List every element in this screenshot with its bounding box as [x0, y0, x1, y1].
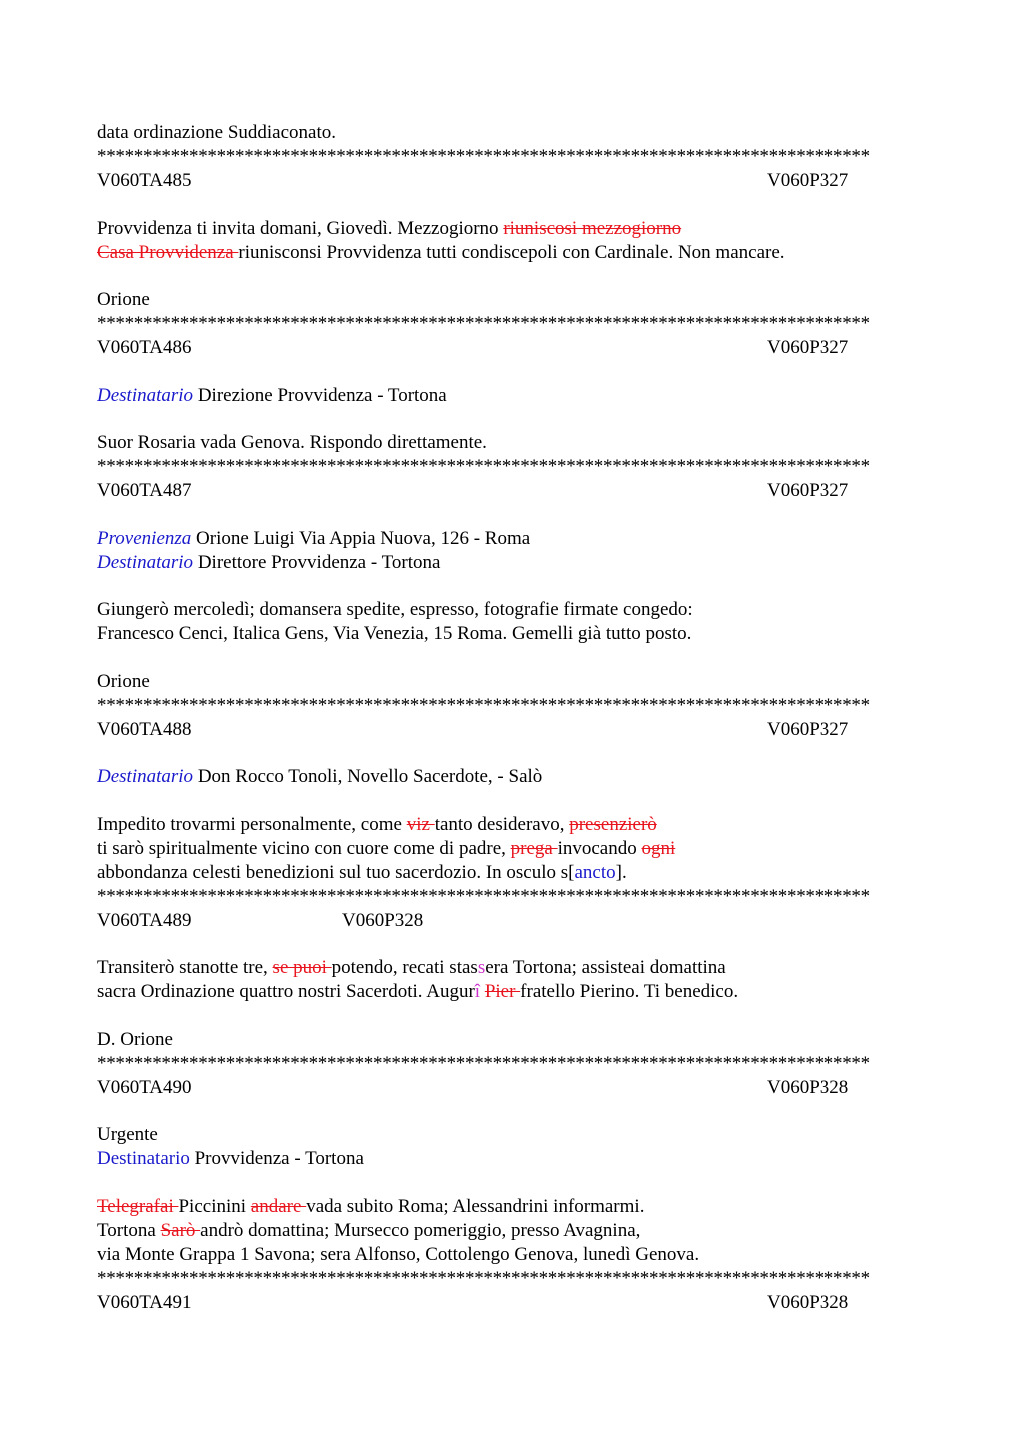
separator: ************************************************************************************	[97, 313, 870, 334]
sender-label: Provenienza	[97, 527, 192, 549]
deleted-text: se puoi	[272, 957, 332, 978]
signature: Orione	[97, 670, 150, 692]
recipient-label: Destinatario	[97, 384, 194, 406]
telegram-header-490	[97, 1076, 927, 1100]
separator: ************************************************************************************	[97, 885, 870, 907]
telegram-text-line: abbondanza celesti benedizioni sul tuo sacerdozio. In osculo s[ancto].	[97, 861, 627, 883]
deleted-text: ogni	[641, 837, 676, 859]
telegram-text-line: Tortona Sarò andrò domattina; Mursecco pomeriggio, presso Avagnina,	[97, 1219, 641, 1241]
deleted-text: Sarò	[160, 1219, 201, 1241]
telegram-code: V060TA489	[97, 909, 192, 931]
recipient-label: Destinatario	[97, 1148, 190, 1169]
telegram-text-line: Telegrafai Piccinini andare vada subito Roma; Alessandrini informarmi.	[97, 1195, 645, 1217]
deleted-text: prega	[510, 837, 558, 859]
page-ref: V060P327	[767, 480, 849, 501]
telegram-header-491	[97, 1291, 927, 1315]
separator: ************************************************************************************	[97, 1267, 870, 1289]
separator: ************************************************************************************	[97, 1052, 870, 1074]
deleted-text: riuniscosi mezzogiorno	[503, 217, 682, 239]
page-ref: V060P328	[767, 1291, 849, 1313]
recipient-line: Destinatario Direzione Provvidenza - Tortona	[97, 384, 447, 406]
telegram-header-487	[97, 479, 927, 503]
telegram-text-line: Provvidenza ti invita domani, Giovedì. Mezzogiorno riuniscosi mezzogiorno	[97, 217, 682, 239]
recipient-label: Destinatario	[97, 551, 194, 573]
recipient-line: Destinatario Provvidenza - Tortona	[97, 1148, 364, 1169]
telegram-text-line: Impedito trovarmi personalmente, come viz tanto desideravo, presenzierò	[97, 813, 657, 835]
deleted-text: Pier	[484, 981, 521, 1002]
deleted-text: andare	[250, 1195, 307, 1217]
deleted-text: Casa Provvidenza	[97, 241, 239, 263]
telegram-text-line: Francesco Cenci, Italica Gens, Via Venezia, 15 Roma. Gemelli già tutto posto.	[97, 623, 692, 644]
page-ref: V060P327	[767, 718, 849, 740]
telegram-header-489	[97, 909, 927, 933]
telegram-header-485	[97, 169, 927, 193]
recipient-line: Destinatario Direttore Provvidenza - Tortona	[97, 551, 441, 573]
telegram-text-line: Suor Rosaria vada Genova. Rispondo direttamente.	[97, 432, 487, 453]
telegram-code: V060TA485	[97, 170, 192, 191]
telegram-text-line: Giungerò mercoledì; domansera spedite, espresso, fotografie firmate congedo:	[97, 599, 693, 620]
deleted-text: presenzierò	[569, 813, 657, 835]
telegram-text-line: sacra Ordinazione quattro nostri Sacerdoti. Augurî Pier fratello Pierino. Ti benedico.	[97, 981, 739, 1002]
telegram-header-488	[97, 718, 927, 742]
telegram-code: V060TA490	[97, 1076, 192, 1098]
telegram-text-line: Transiterò stanotte tre, se puoi potendo, recati stassera Tortona; assisteai domattina	[97, 957, 726, 978]
editorial-insertion: ancto	[574, 861, 616, 883]
sender-line: Provenienza Orione Luigi Via Appia Nuova, 126 - Roma	[97, 527, 531, 549]
page-ref: V060P327	[767, 337, 849, 358]
page-ref: V060P328	[342, 909, 424, 931]
telegram-code: V060TA488	[97, 718, 192, 740]
telegram-code: V060TA491	[97, 1291, 192, 1313]
editorial-correction: î	[474, 981, 481, 1002]
telegram-text-line: Casa Provvidenza riunisconsi Provvidenza tutti condiscepoli con Cardinale. Non mancare.	[97, 241, 785, 263]
telegram-text-line: ti sarò spiritualmente vicino con cuore come di padre, prega invocando ogni	[97, 837, 676, 859]
signature: Orione	[97, 289, 150, 310]
separator: ************************************************************************************	[97, 694, 870, 716]
separator: ************************************************************************************	[97, 146, 870, 167]
recipient-label: Destinatario	[97, 766, 194, 787]
telegram-header-486	[97, 336, 927, 360]
telegram-text-line: via Monte Grappa 1 Savona; sera Alfonso, Cottolengo Genova, lunedì Genova.	[97, 1243, 700, 1265]
document-page	[97, 121, 927, 1315]
signature: D. Orione	[97, 1028, 173, 1050]
urgent-label: Urgente	[97, 1124, 158, 1145]
telegram-code: V060TA486	[97, 337, 192, 358]
page-ref: V060P327	[767, 170, 849, 191]
telegram-code: V060TA487	[97, 480, 192, 501]
separator: ************************************************************************************	[97, 456, 870, 477]
deleted-text: viz	[406, 813, 435, 835]
deleted-text: Telegrafai	[97, 1195, 179, 1217]
editorial-correction: s	[477, 957, 486, 978]
page-ref: V060P328	[767, 1076, 849, 1098]
intro-line: data ordinazione Suddiaconato.	[97, 122, 337, 143]
recipient-line: Destinatario Don Rocco Tonoli, Novello Sacerdote, - Salò	[97, 766, 543, 787]
